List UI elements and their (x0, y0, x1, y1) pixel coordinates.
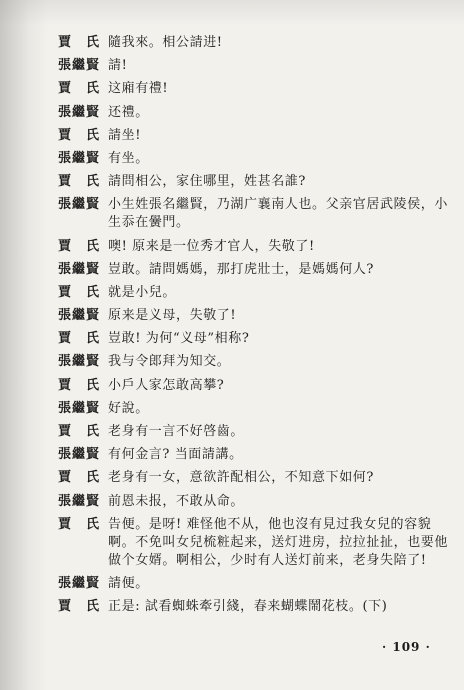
speaker-name: 賈 氏 (58, 377, 101, 393)
binding-shadow (0, 0, 48, 690)
speech-text: 豈敢。請問媽媽，那打虎壯士，是媽媽何人? (108, 261, 374, 277)
dialogue-line (58, 353, 450, 371)
speech-text: 还禮。 (108, 104, 149, 120)
speech-text: 小戶人家怎敢高攀? (108, 377, 225, 393)
dialogue-line (58, 598, 450, 616)
speech-text: 請! (108, 58, 128, 74)
dialogue-line (58, 173, 450, 191)
speaker-name: 賈 氏 (58, 35, 101, 50)
dialogue-line (58, 423, 450, 441)
dialogue-line (58, 104, 450, 122)
speaker-name: 張繼賢 (58, 150, 101, 166)
top-shadow (0, 0, 464, 26)
speech-text: 請便。 (108, 575, 149, 591)
speaker-name: 張繼賢 (58, 261, 101, 277)
dialogue-line (58, 446, 450, 464)
dialogue-line (58, 80, 450, 98)
speech-text: 隨我來。相公請进! (108, 35, 223, 50)
speaker-name: 張繼賢 (58, 575, 101, 591)
speaker-name: 張繼賢 (58, 493, 101, 509)
speaker-name: 賈 氏 (58, 424, 101, 439)
speaker-name: 張繼賢 (58, 58, 101, 74)
speaker-name: 張繼賢 (58, 400, 101, 416)
speech-text: 小生姓張名繼賢，乃湖广襄南人也。父亲官居武陵侯，小生忝在黌門。 (108, 197, 449, 231)
speech-text: 这廂有禮! (108, 81, 169, 97)
dialogue-line (58, 575, 450, 593)
speech-text: 請問相公，家住哪里，姓甚名誰? (108, 174, 306, 190)
speaker-name: 賈 氏 (58, 599, 101, 615)
speaker-name: 賈 氏 (58, 331, 101, 347)
dialogue-line (58, 377, 450, 395)
speech-text: 老身有一言不好啓齒。 (108, 424, 245, 439)
dialogue-line (58, 150, 450, 168)
speaker-name: 張繼賢 (58, 197, 101, 213)
speech-text: 我与令郎拜为知交。 (108, 354, 231, 370)
speaker-name: 賈 氏 (58, 238, 101, 254)
speaker-name: 張繼賢 (58, 104, 101, 120)
dialogue-line (58, 127, 450, 145)
speaker-name: 賈 氏 (58, 81, 101, 97)
speaker-name: 賈 氏 (58, 127, 101, 143)
speech-text: 有坐。 (108, 150, 149, 166)
speech-text: 請坐! (108, 127, 142, 143)
dialogue-line (58, 57, 450, 75)
speech-text: 就是小兒。 (108, 284, 177, 300)
dialogue-line (58, 238, 450, 256)
speaker-name: 張繼賢 (58, 308, 101, 324)
speaker-name: 賈 氏 (58, 470, 101, 486)
dialogue-line (58, 34, 450, 52)
dialogue-line (58, 196, 450, 232)
speaker-name: 賈 氏 (58, 284, 101, 300)
speech-text: 前恩未报，不敢从命。 (108, 493, 245, 509)
dialogue-line (58, 493, 450, 511)
dialogue-line (58, 330, 450, 348)
dialogue-line (58, 261, 450, 279)
speech-text: 正是: 試看蜘蛛牽引綫，春来蝴蝶鬧花枝。(下) (108, 599, 388, 615)
dialogue-line (58, 284, 450, 302)
speaker-name: 賈 氏 (58, 516, 101, 532)
speaker-name: 張繼賢 (58, 354, 101, 370)
speech-text: 老身有一女，意欲許配相公，不知意下如何? (108, 470, 374, 486)
dialogue-line (58, 469, 450, 487)
speech-text: 原来是义母，失敬了! (108, 308, 237, 324)
page-number: · 109 · (382, 640, 431, 654)
speech-text: 豈敢! 为何“义母”相称? (108, 331, 250, 347)
dialogue-line (58, 400, 450, 418)
speech-text: 有何金言? 当面請講。 (108, 447, 243, 463)
speech-text: 噢! 原来是一位秀才官人，失敬了! (108, 238, 315, 254)
dialogue-line (58, 307, 450, 325)
dialogue-line (58, 516, 450, 570)
speech-text: 告便。是呀! 难怪他不从，他也沒有見过我女兒的容貌啊。不免叫女兒梳粧起来，送灯进房，拉拉扯扯，也要他做个女婿。啊相公，少时有人送灯前来，老身失陪了! (108, 516, 449, 568)
speaker-name: 賈 氏 (58, 174, 101, 190)
speech-text: 好說。 (108, 400, 149, 416)
script-dialogue (58, 34, 450, 621)
speaker-name: 張繼賢 (58, 447, 101, 463)
